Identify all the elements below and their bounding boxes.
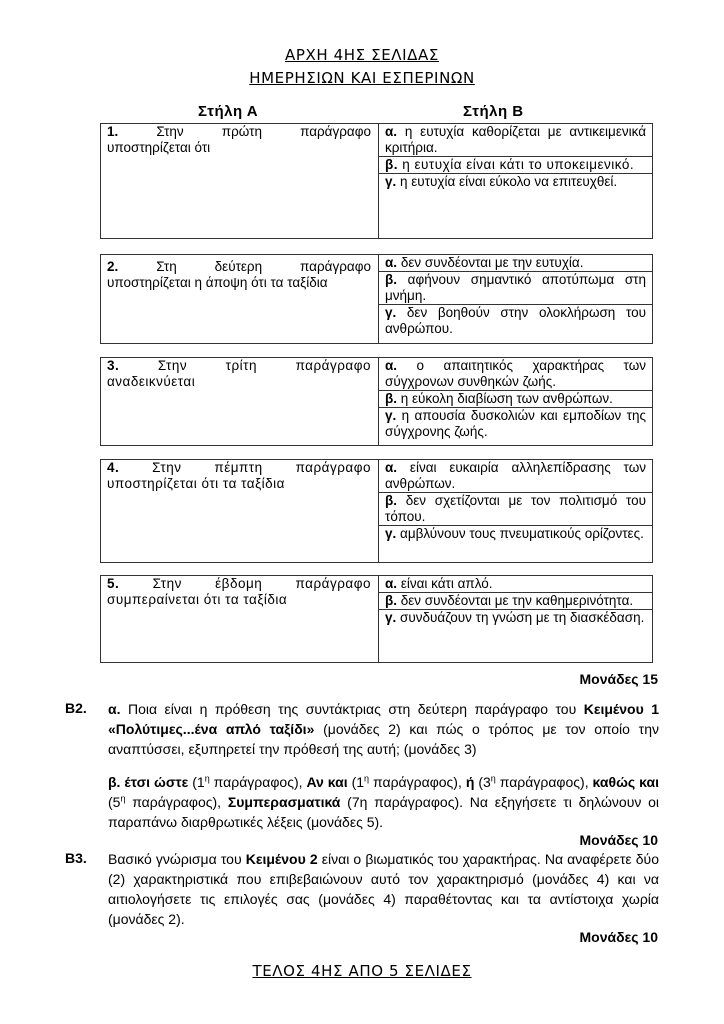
option-text: η ευτυχία είναι κάτι το υποκειμενικό. (402, 157, 635, 172)
option-text: αμβλύνουν τους πνευματικούς ορίζοντες. (400, 526, 644, 541)
statement-word: Στην (156, 124, 184, 139)
statement-cell (101, 124, 379, 238)
question-b2-a (108, 699, 659, 759)
text-run: παράγραφος), (125, 794, 228, 810)
option-text: δεν βοηθούν στην ολοκλήρωση του ανθρώπου. (385, 305, 646, 336)
text-run: Ποια είναι η πρόθεση της συντάκτριας στη δεύτερη παράγραφο του (120, 701, 584, 717)
points-label: Μονάδες 15 (579, 671, 658, 687)
statement-word: έβδομη (215, 576, 263, 591)
option-c (379, 610, 652, 662)
points-label: Μονάδες 10 (579, 832, 658, 848)
text-run: (1 (347, 774, 365, 790)
option-b (379, 157, 652, 174)
page-header-line1: ΑΡΧΗ 4ΗΣ ΣΕΛΙΔΑΣ (285, 46, 439, 64)
connective-word: καθώς και (592, 774, 659, 790)
column-a-heading: Στήλη Α (198, 103, 259, 120)
matching-table-2 (100, 254, 653, 344)
text-run: είναι ο βιωματικός του χαρακτήρας. Να αναφέρετε δύο (2) χαρακτηριστικά που επιβεβαιώνουν αυτό τον χαρακτηρισμό (μονάδες 4) και να αιτιολογήσετε τις επιλογές σας (μονάδες 4) παραθέτοντας και τα αντίστοιχα χωρία (μονάδες 2). (108, 851, 659, 927)
option-text: δεν συνδέονται με την ευτυχία. (400, 255, 584, 270)
statement-rest: υποστηρίζεται ότι τα ταξίδια (107, 476, 285, 491)
points-label: Μονάδες 10 (579, 929, 658, 945)
superscript: η (490, 773, 496, 784)
matching-table-3 (100, 357, 653, 446)
text-run: (3 (474, 774, 491, 790)
statement-cell (101, 576, 379, 662)
statement-number: 4. (107, 460, 120, 475)
question-label-b2: Β2. (65, 700, 87, 716)
option-c (379, 408, 652, 445)
option-text: είναι κάτι απλό. (400, 576, 493, 591)
statement-number: 3. (107, 358, 120, 373)
text-run: παράγραφος), (369, 774, 466, 790)
statement-word: παράγραφο (300, 124, 371, 139)
option-c (379, 526, 652, 562)
option-letter: α. (385, 124, 398, 139)
text-run: (5 (108, 794, 121, 810)
statement-word: παράγραφο (295, 358, 371, 373)
connective-word: έτσι ώστε (120, 774, 189, 790)
option-b (379, 391, 652, 408)
page-footer: ΤΕΛΟΣ 4ΗΣ ΑΠΟ 5 ΣΕΛΙΔΕΣ (252, 962, 472, 980)
option-letter: α. (385, 460, 398, 475)
option-letter: β. (385, 493, 397, 508)
text-run: (μονάδες 2) και πώς ο τρόπος με τον οποίο την αναπτύσσει, εξυπηρετεί την πρόθεσή της αυτή; (μονάδες 3) (108, 721, 660, 757)
statement-number: 1. (107, 124, 119, 139)
option-letter: γ. (385, 305, 397, 320)
matching-table-5 (100, 575, 653, 663)
statement-word: παράγραφο (295, 460, 371, 475)
option-text: η εύκολη διαβίωση των ανθρώπων. (400, 391, 613, 406)
sub-letter: β. (108, 774, 121, 790)
statement-word: Στην (152, 460, 182, 475)
option-letter: α. (385, 358, 398, 373)
option-text: η ευτυχία καθορίζεται με αντικειμενικά κριτήρια. (385, 124, 646, 155)
option-a (379, 576, 652, 593)
option-text: δεν συνδέονται με την καθημερινότητα. (400, 593, 634, 608)
text-title: Κειμένου 1 «Πολύτιμες...ένα απλό ταξίδι» (108, 701, 659, 737)
statement-word: παράγραφο (300, 259, 371, 274)
statement-rest: αναδεικνύεται (107, 374, 196, 389)
question-label-b3: Β3. (65, 850, 87, 866)
option-letter: α. (385, 255, 398, 270)
statement-word: τρίτη (225, 358, 258, 373)
statement-word: Στην (157, 358, 188, 373)
statement-word: πέμπτη (214, 460, 263, 475)
superscript: η (204, 773, 210, 784)
option-text: αφήνουν σημαντικό αποτύπωμα στη μνήμη. (385, 272, 646, 303)
option-a (379, 460, 652, 493)
connective-word: Συμπερασματικά (227, 794, 341, 810)
option-text: είναι ευκαιρία αλληλεπίδρασης των ανθρώπων. (385, 460, 646, 491)
option-letter: β. (385, 391, 397, 406)
option-letter: α. (385, 576, 398, 591)
statement-cell (101, 255, 379, 343)
option-text: η ευτυχία είναι εύκολο να επιτευχθεί. (400, 174, 618, 189)
statement-rest: συμπεραίνεται ότι τα ταξίδια (107, 592, 288, 607)
option-letter: γ. (385, 526, 397, 541)
connective-word: Αν και (306, 774, 348, 790)
option-text: συνδυάζουν τη γνώση με τη διασκέδαση. (400, 610, 645, 625)
statement-word: Στην (152, 576, 182, 591)
statement-word: δεύτερη (214, 259, 263, 274)
connective-word: ή (465, 774, 475, 790)
option-b (379, 493, 652, 526)
statement-rest: υποστηρίζεται η άποψη ότι τα ταξίδια (107, 275, 328, 290)
text-run: παράγραφος), (495, 774, 593, 790)
statement-number: 5. (107, 576, 120, 591)
option-c (379, 305, 652, 343)
superscript: η (120, 793, 126, 804)
text-run: (1 (188, 774, 205, 790)
option-text: ο απαιτητικός χαρακτήρας των σύγχρονων συνθηκών ζωής. (385, 358, 646, 389)
option-a (379, 255, 652, 272)
option-letter: β. (385, 272, 397, 287)
statement-number: 2. (107, 259, 119, 274)
sub-letter: α. (108, 701, 121, 717)
statement-word: παράγραφο (295, 576, 371, 591)
page-header-line2: ΗΜΕΡΗΣΙΩΝ ΚΑΙ ΕΣΠΕΡΙΝΩΝ (249, 69, 475, 87)
text-run: Βασικό γνώρισμα του (108, 851, 246, 867)
option-b (379, 593, 652, 610)
option-b (379, 272, 652, 305)
superscript: η (364, 773, 370, 784)
option-text: η απουσία δυσκολιών και εμποδίων της σύγχρονης ζωής. (385, 408, 646, 439)
question-b2-b (108, 772, 659, 832)
statement-word: Στη (156, 259, 177, 274)
option-letter: β. (385, 593, 397, 608)
text-title: Κειμένου 2 (245, 851, 318, 867)
option-letter: β. (385, 157, 398, 172)
statement-cell (101, 358, 379, 445)
option-a (379, 124, 652, 157)
option-letter: γ. (385, 610, 397, 625)
statement-rest: υποστηρίζεται ότι (107, 140, 211, 155)
column-b-heading: Στήλη Β (463, 103, 524, 120)
statement-word: πρώτη (221, 124, 262, 139)
option-c (379, 174, 652, 238)
question-b3 (108, 849, 659, 929)
text-run: (7η παράγραφος). Να εξηγήσετε τι δηλώνουν οι παραπάνω διαρθρωτικές λέξεις (μονάδες 5). (108, 794, 659, 830)
option-a (379, 358, 652, 391)
option-letter: γ. (385, 408, 397, 423)
option-text: δεν σχετίζονται με τον πολιτισμό του τόπου. (385, 493, 646, 524)
text-run: παράγραφος), (209, 774, 307, 790)
statement-cell (101, 460, 379, 562)
matching-table-1 (100, 123, 653, 239)
matching-table-4 (100, 459, 653, 563)
option-letter: γ. (385, 174, 397, 189)
